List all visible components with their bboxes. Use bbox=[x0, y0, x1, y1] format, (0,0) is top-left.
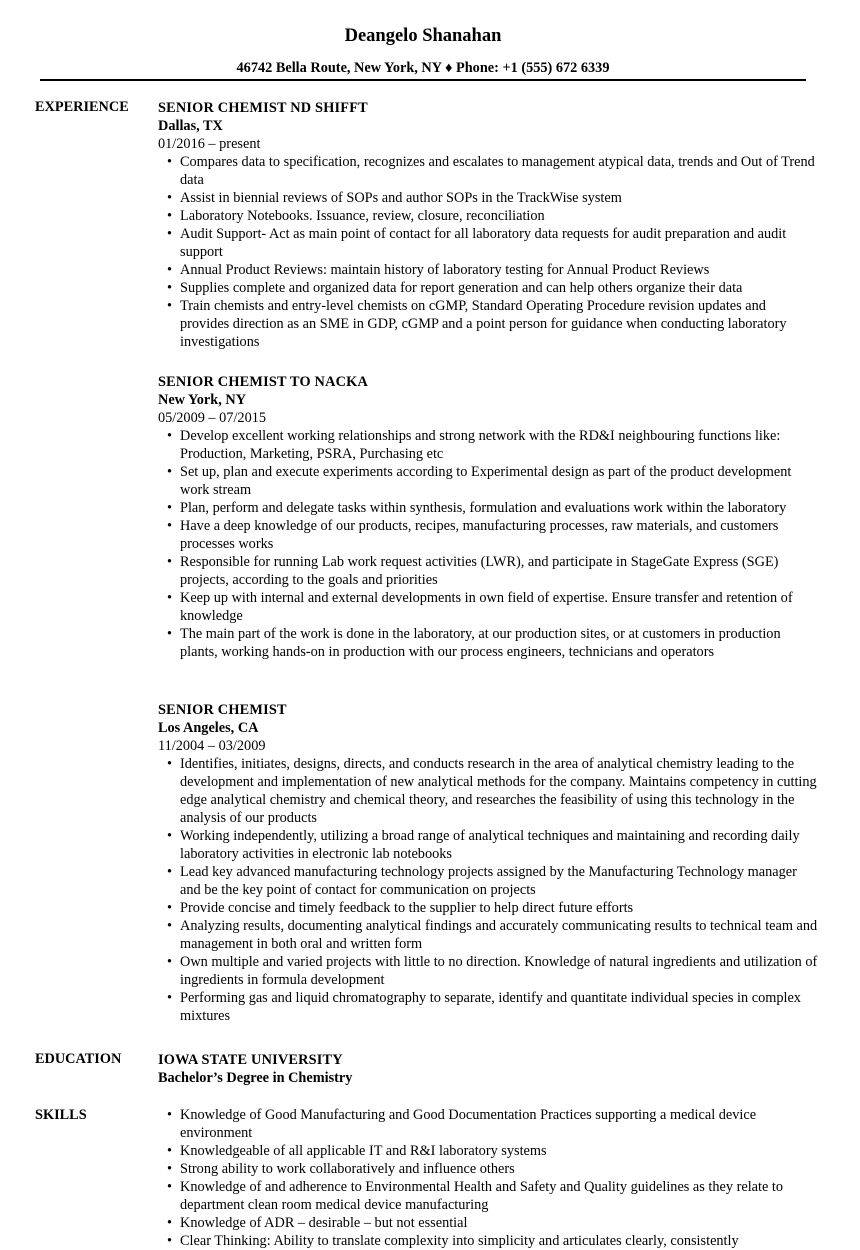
job-bullet: • Working independently, utilizing a broad range of analytical techniques and maintaining and recording daily laboratory activities in electronic lab notebooks bbox=[180, 827, 818, 863]
job-bullet-list bbox=[158, 427, 818, 661]
job-title: SENIOR CHEMIST bbox=[158, 702, 287, 718]
job-location: Los Angeles, CA bbox=[158, 720, 259, 736]
job-dates: 11/2004 – 03/2009 bbox=[158, 738, 266, 754]
job-bullet: • Own multiple and varied projects with little to no direction. Knowledge of natural ingredients and utilization of ingredients in formula development bbox=[180, 953, 818, 989]
job-bullet: • Set up, plan and execute experiments according to Experimental design as part of the product development work stream bbox=[180, 463, 818, 499]
job-entry bbox=[158, 701, 818, 1025]
job-bullet: • Analyzing results, documenting analytical findings and accurately communicating results to technical team and management in both oral and written form bbox=[180, 917, 818, 953]
job-bullet: • Audit Support- Act as main point of contact for all laboratory data requests for audit preparation and audit support bbox=[180, 225, 818, 261]
job-location: Dallas, TX bbox=[158, 118, 223, 134]
skill-item: • Clear Thinking: Ability to translate complexity into simplicity and articulates clearly, consistently bbox=[180, 1232, 818, 1250]
job-bullet: • Keep up with internal and external developments in own field of expertise. Ensure transfer and retention of knowledge bbox=[180, 589, 818, 625]
job-bullet-list bbox=[158, 755, 818, 1025]
job-bullet: • Identifies, initiates, designs, directs, and conducts research in the area of analytical chemistry leading to the development and implementation of new analytical methods for the company. Maintains competency in cutting edge analytical chemistry and chemical theory, and researches the feasibility of using this technology in the analysis of our products bbox=[180, 755, 818, 827]
job-location: New York, NY bbox=[158, 392, 247, 408]
job-bullet: • Plan, perform and delegate tasks within synthesis, formulation and evaluations work within the laboratory bbox=[180, 499, 818, 517]
skills-entry bbox=[158, 1106, 818, 1250]
job-bullet: • Provide concise and timely feedback to the supplier to help direct future efforts bbox=[180, 899, 818, 917]
job-bullet: • Have a deep knowledge of our products, recipes, manufacturing processes, raw materials, and customers processes works bbox=[180, 517, 818, 553]
job-bullet: • Develop excellent working relationships and strong network with the RD&I neighbouring functions like: Production, Marketing, PSRA, Purchasing etc bbox=[180, 427, 818, 463]
skill-item: • Strong ability to work collaboratively and influence others bbox=[180, 1160, 818, 1178]
job-bullet: • Train chemists and entry-level chemists on cGMP, Standard Operating Procedure revision updates and provides direction as an SME in GDP, cGMP and a point person for guidance when conducting laboratory investigations bbox=[180, 297, 818, 351]
job-bullet: • Supplies complete and organized data for report generation and can help others organize their data bbox=[180, 279, 818, 297]
skill-item: • Knowledge of and adherence to Environmental Health and Safety and Quality guidelines as they relate to department clean room medical device manufacturing bbox=[180, 1178, 818, 1214]
section-label-skills: SKILLS bbox=[35, 1107, 87, 1123]
job-bullet: • Compares data to specification, recognizes and escalates to management atypical data, trends and Out of Trend data bbox=[180, 153, 818, 189]
job-entry bbox=[158, 373, 818, 661]
school-name: IOWA STATE UNIVERSITY bbox=[158, 1052, 343, 1068]
skill-item: • Knowledge of Good Manufacturing and Good Documentation Practices supporting a medical device environment bbox=[180, 1106, 818, 1142]
skill-item: • Knowledge of ADR – desirable – but not essential bbox=[180, 1214, 818, 1232]
job-entry bbox=[158, 99, 818, 351]
candidate-name: Deangelo Shanahan bbox=[344, 26, 502, 46]
job-title: SENIOR CHEMIST TO NACKA bbox=[158, 374, 368, 390]
skills-list bbox=[158, 1106, 818, 1250]
job-bullet: • Performing gas and liquid chromatography to separate, identify and quantitate individual species in complex mixtures bbox=[180, 989, 818, 1025]
job-bullet: • The main part of the work is done in the laboratory, at our production sites, or at customers in production plants, working hands-on in production with our process engineers, technicians and operators bbox=[180, 625, 818, 661]
education-entry bbox=[158, 1051, 818, 1087]
job-bullet: • Laboratory Notebooks. Issuance, review, closure, reconciliation bbox=[180, 207, 818, 225]
resume-header bbox=[40, 0, 806, 81]
contact-line: 46742 Bella Route, New York, NY ♦ Phone: +1 (555) 672 6339 bbox=[236, 60, 610, 76]
section-label-experience: EXPERIENCE bbox=[35, 99, 129, 115]
job-dates: 01/2016 – present bbox=[158, 136, 261, 152]
job-bullet: • Assist in biennial reviews of SOPs and author SOPs in the TrackWise system bbox=[180, 189, 818, 207]
job-bullet-list bbox=[158, 153, 818, 351]
job-title: SENIOR CHEMIST ND SHIFFT bbox=[158, 100, 368, 116]
job-bullet: • Lead key advanced manufacturing technology projects assigned by the Manufacturing Technology manager and be the key point of contact for communication on projects bbox=[180, 863, 818, 899]
job-bullet: • Annual Product Reviews: maintain history of laboratory testing for Annual Product Reviews bbox=[180, 261, 818, 279]
degree: Bachelor’s Degree in Chemistry bbox=[158, 1070, 353, 1086]
job-bullet: • Responsible for running Lab work request activities (LWR), and participate in StageGate Express (SGE) projects, according to the goals and priorities bbox=[180, 553, 818, 589]
skill-item: • Knowledgeable of all applicable IT and R&I laboratory systems bbox=[180, 1142, 818, 1160]
job-dates: 05/2009 – 07/2015 bbox=[158, 410, 267, 426]
section-label-education: EDUCATION bbox=[35, 1051, 122, 1067]
